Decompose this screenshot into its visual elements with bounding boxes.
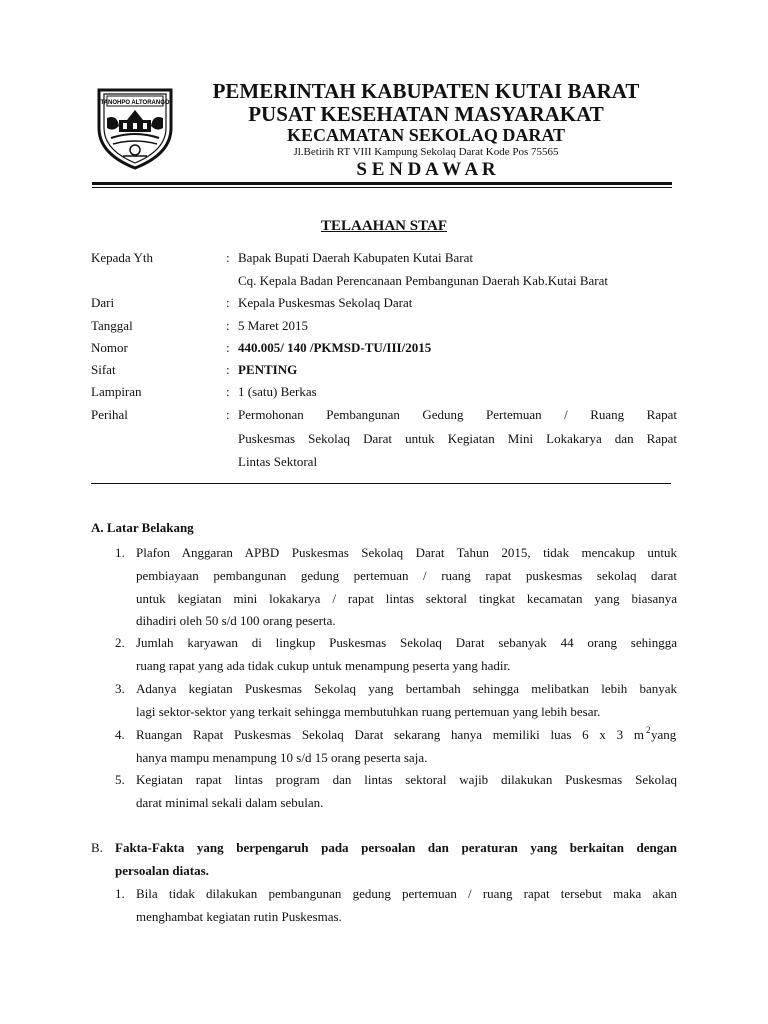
colon: : (226, 250, 230, 265)
lampiran-value: 1 (satu) Berkas (238, 384, 317, 399)
section-b-heading-cont: persoalan diatas. (115, 863, 209, 878)
colon: : (226, 295, 230, 310)
letterhead-institution: PUSAT KESEHATAN MASYARAKAT (248, 102, 604, 126)
list-item-line: ruang rapat yang ada tidak cukup untuk menampung peserta yang hadir. (136, 658, 511, 673)
dari-label: Dari (91, 295, 115, 310)
list-number: 1. (115, 545, 125, 560)
list-item-line: Adanya kegiatan Puskesmas Sekolaq yang bertambah sehingga melibatkan lebih banyak (136, 681, 677, 696)
section-b-label: B. (91, 840, 103, 855)
list-item-line: hanya mampu menampung 10 s/d 15 orang peserta saja. (136, 750, 428, 765)
list-item-line: dihadiri oleh 50 s/d 100 orang peserta. (136, 613, 336, 628)
colon: : (226, 384, 230, 399)
list-item-line: lagi sektor-sektor yang terkait sehingga membutuhkan ruang pertemuan yang lebih besar. (136, 704, 601, 719)
list-item-line: Kegiatan rapat lintas program dan lintas sektoral wajib dilakukan Puskesmas Sekolaq (136, 772, 677, 787)
list-item-line: untuk kegiatan mini lokakarya / rapat lintas sektoral tingkat kecamatan yang biasanya (136, 591, 677, 606)
colon: : (226, 362, 230, 377)
emblem-text: TANOHPO ALTORANGO (100, 100, 170, 106)
list-number: 2. (115, 635, 125, 650)
nomor-value: 440.005/ 140 /PKMSD-TU/III/2015 (238, 340, 432, 355)
list-item-line: Bila tidak dilakukan pembangunan gedung pertemuan / ruang rapat tersebut maka akan (136, 886, 677, 901)
document-title: TELAAHAN STAF (321, 218, 447, 234)
section-a-heading: A. Latar Belakang (91, 520, 194, 535)
sifat-value: PENTING (238, 362, 298, 377)
superscript: 2 (646, 725, 651, 735)
list-number: 3. (115, 681, 125, 696)
letterhead-rule-thick (92, 182, 672, 185)
nomor-label: Nomor (91, 340, 128, 355)
list-number: 5. (115, 772, 125, 787)
tanggal-label: Tanggal (91, 318, 133, 333)
colon: : (226, 407, 230, 422)
kepada-value-cq: Cq. Kepala Badan Perencanaan Pembangunan Daerah Kab.Kutai Barat (238, 273, 608, 288)
dari-value: Kepala Puskesmas Sekolaq Darat (238, 295, 413, 310)
colon: : (226, 318, 230, 333)
list-item-line: menghambat kegiatan rutin Puskesmas. (136, 909, 342, 924)
list-item-line: pembiayaan pembangunan gedung pertemuan / ruang rapat puskesmas sekolaq darat (136, 568, 677, 583)
list-item-line: Jumlah karyawan di lingkup Puskesmas Sekolaq Darat sebanyak 44 orang sehingga (136, 635, 677, 650)
sifat-label: Sifat (91, 362, 116, 377)
list-item-line-tail: yang (651, 727, 677, 742)
list-item-line: Ruangan Rapat Puskesmas Sekolaq Darat sekarang hanya memiliki luas 6 x 3 m (136, 727, 644, 742)
kepada-label: Kepada Yth (91, 250, 153, 265)
perihal-value-line2: Puskesmas Sekolaq Darat untuk Kegiatan Mini Lokakarya dan Rapat (238, 431, 677, 446)
section-b-heading: Fakta-Fakta yang berpengaruh pada persoalan dan peraturan yang berkaitan dengan (115, 840, 677, 855)
separator-line (91, 483, 671, 484)
letterhead-district: KECAMATAN SEKOLAQ DARAT (286, 125, 565, 145)
list-number: 4. (115, 727, 125, 742)
kepada-value: Bapak Bupati Daerah Kabupaten Kutai Barat (238, 250, 473, 265)
letterhead-address: Jl.Betirih RT VIII Kampung Sekolaq Darat Kode Pos 75565 (293, 146, 559, 158)
letterhead-government: PEMERINTAH KABUPATEN KUTAI BARAT (212, 79, 640, 103)
colon: : (226, 340, 230, 355)
letterhead-city: S E N D A W A R (356, 159, 496, 180)
letterhead-rule-thin (92, 187, 672, 188)
perihal-value-line1: Permohonan Pembangunan Gedung Pertemuan / Ruang Rapat (238, 407, 677, 422)
list-number: 1. (115, 886, 125, 901)
tanggal-value: 5 Maret 2015 (238, 318, 309, 333)
perihal-label: Perihal (91, 407, 128, 422)
lampiran-label: Lampiran (91, 384, 142, 399)
list-item-line: darat minimal sekali dalam sebulan. (136, 795, 324, 810)
perihal-value-line3: Lintas Sektoral (238, 454, 318, 469)
list-item-line: Plafon Anggaran APBD Puskesmas Sekolaq Darat Tahun 2015, tidak mencakup untuk (136, 545, 677, 560)
